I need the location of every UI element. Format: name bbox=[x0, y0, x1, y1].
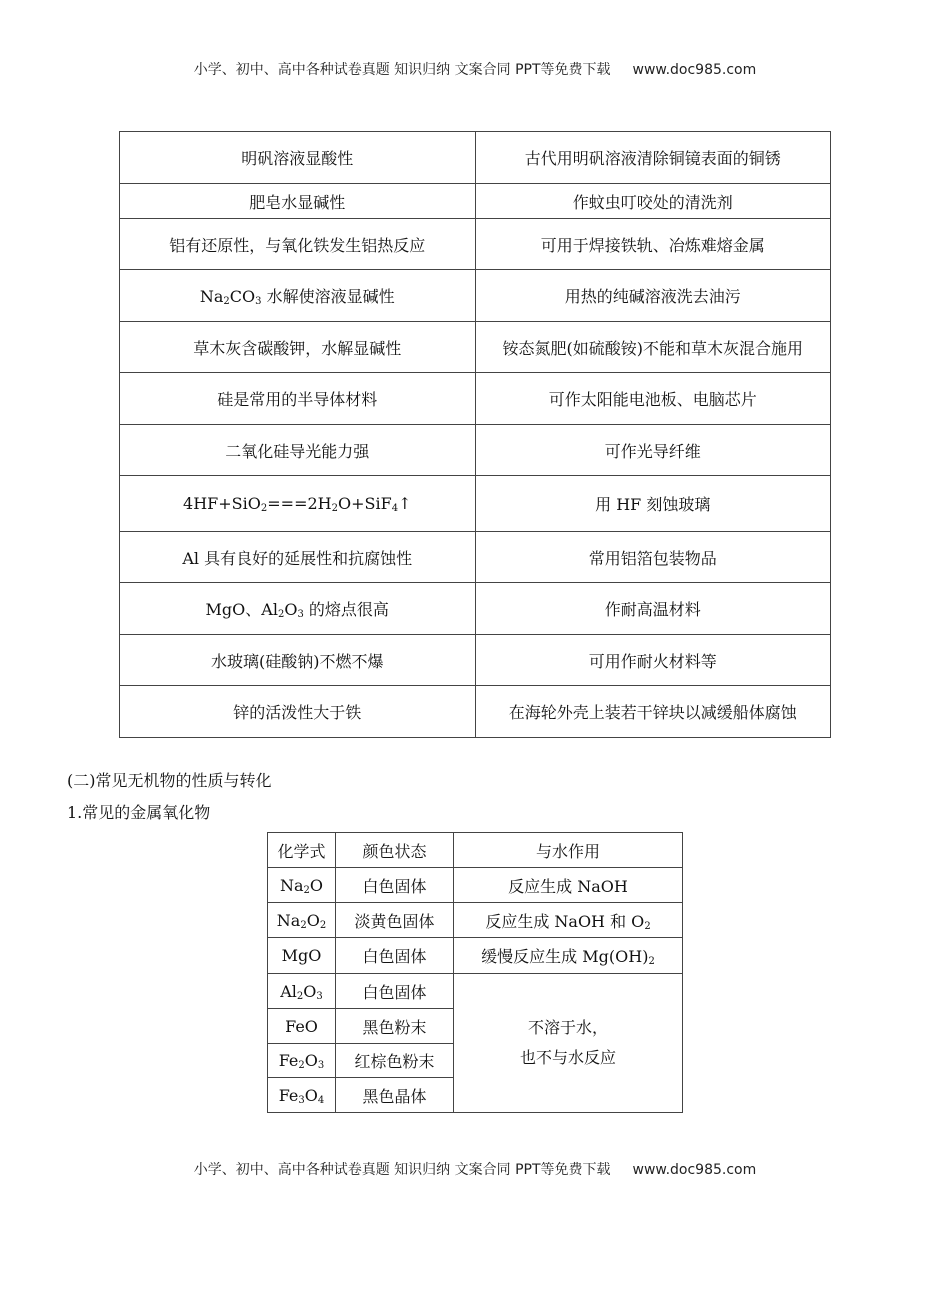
property-cell: 铝有还原性，与氧化铁发生铝热反应 bbox=[120, 219, 476, 270]
use-cell: 古代用明矾溶液清除铜镜表面的铜锈 bbox=[475, 132, 831, 184]
water-cell: 反应生成 NaOH 和 $O_2$ bbox=[454, 903, 683, 938]
table-row bbox=[120, 373, 831, 425]
table-row bbox=[120, 184, 831, 219]
page-footer bbox=[0, 1159, 950, 1179]
property-cell: 锌的活泼性大于铁 bbox=[120, 686, 476, 738]
header-color: 颜色状态 bbox=[336, 833, 454, 868]
table-row bbox=[120, 425, 831, 476]
use-cell: 可作光导纤维 bbox=[475, 425, 831, 476]
use-cell: 在海轮外壳上装若干锌块以减缓船体腐蚀 bbox=[475, 686, 831, 738]
table-row bbox=[120, 219, 831, 270]
water-cell: 反应生成 NaOH bbox=[454, 868, 683, 903]
header-water: 与水作用 bbox=[454, 833, 683, 868]
table-row bbox=[268, 938, 683, 974]
property-cell: Al 具有良好的延展性和抗腐蚀性 bbox=[120, 532, 476, 583]
property-cell: 硅是常用的半导体材料 bbox=[120, 373, 476, 425]
color-cell: 黑色晶体 bbox=[336, 1078, 454, 1113]
use-cell: 可用于焊接铁轨、冶炼难熔金属 bbox=[475, 219, 831, 270]
header-url[interactable]: www.doc985.com bbox=[632, 62, 757, 78]
footer-url[interactable]: www.doc985.com bbox=[632, 1162, 757, 1178]
formula-cell: $Al_2O_3$ bbox=[268, 974, 336, 1009]
use-cell: 铵态氮肥(如硫酸铵)不能和草木灰混合施用 bbox=[475, 322, 831, 373]
table-row bbox=[268, 903, 683, 938]
footer-text: 小学、初中、高中各种试卷真题 知识归纳 文案合同 PPT等免费下载 bbox=[193, 1162, 611, 1178]
use-cell: 用 HF 刻蚀玻璃 bbox=[475, 476, 831, 532]
formula-cell: $Na_2O$ bbox=[268, 868, 336, 903]
formula-cell: $Na_2O_2$ bbox=[268, 903, 336, 938]
table-row bbox=[120, 270, 831, 322]
gas-arrow-icon: ↑ bbox=[398, 494, 412, 513]
use-cell: 常用铝箔包装物品 bbox=[475, 532, 831, 583]
table-row bbox=[120, 476, 831, 532]
formula-cell: $Fe_3O_4$ bbox=[268, 1078, 336, 1113]
property-cell: 草木灰含碳酸钾，水解显碱性 bbox=[120, 322, 476, 373]
property-cell: 肥皂水显碱性 bbox=[120, 184, 476, 219]
use-cell: 用热的纯碱溶液洗去油污 bbox=[475, 270, 831, 322]
water-cell: 缓慢反应生成 $Mg(OH)_2$ bbox=[454, 938, 683, 974]
property-cell: 二氧化硅导光能力强 bbox=[120, 425, 476, 476]
property-cell: $4HF+SiO_2===2H_2O+SiF_4↑$ bbox=[120, 476, 476, 532]
formula-cell: MgO bbox=[268, 938, 336, 974]
property-cell: 明矾溶液显酸性 bbox=[120, 132, 476, 184]
color-cell: 白色固体 bbox=[336, 974, 454, 1009]
use-cell: 可用作耐火材料等 bbox=[475, 635, 831, 686]
table-row bbox=[120, 635, 831, 686]
subsection-title: 1.常见的金属氧化物 bbox=[67, 803, 211, 822]
table-row bbox=[120, 532, 831, 583]
water-merged-line1: 不溶于水， bbox=[527, 1018, 608, 1037]
formula-cell: FeO bbox=[268, 1009, 336, 1044]
table-row bbox=[120, 322, 831, 373]
color-cell: 白色固体 bbox=[336, 868, 454, 903]
section-title: (二)常见无机物的性质与转化 bbox=[67, 771, 272, 790]
color-cell: 黑色粉末 bbox=[336, 1009, 454, 1044]
property-cell: 水玻璃(硅酸钠)不燃不爆 bbox=[120, 635, 476, 686]
water-merged-cell bbox=[454, 974, 683, 1113]
table-row bbox=[120, 132, 831, 184]
header-text: 小学、初中、高中各种试卷真题 知识归纳 文案合同 PPT等免费下载 bbox=[193, 62, 611, 78]
use-cell: 作耐高温材料 bbox=[475, 583, 831, 635]
water-merged-line2: 也不与水反应 bbox=[519, 1048, 616, 1067]
table-header-row bbox=[268, 833, 683, 868]
use-cell: 可作太阳能电池板、电脑芯片 bbox=[475, 373, 831, 425]
property-cell: $Na_2CO_3$ 水解使溶液显碱性 bbox=[120, 270, 476, 322]
formula-cell: $Fe_2O_3$ bbox=[268, 1044, 336, 1078]
table-row bbox=[120, 686, 831, 738]
color-cell: 白色固体 bbox=[336, 938, 454, 974]
color-cell: 红棕色粉末 bbox=[336, 1044, 454, 1078]
header-formula: 化学式 bbox=[268, 833, 336, 868]
table-row bbox=[268, 974, 683, 1009]
color-cell: 淡黄色固体 bbox=[336, 903, 454, 938]
page-header bbox=[0, 59, 950, 79]
table-row bbox=[268, 868, 683, 903]
property-cell: MgO、$Al_2O_3$ 的熔点很高 bbox=[120, 583, 476, 635]
table-row bbox=[120, 583, 831, 635]
use-cell: 作蚊虫叮咬处的清洗剂 bbox=[475, 184, 831, 219]
properties-uses-table bbox=[119, 131, 831, 738]
metal-oxides-table bbox=[267, 832, 683, 1113]
